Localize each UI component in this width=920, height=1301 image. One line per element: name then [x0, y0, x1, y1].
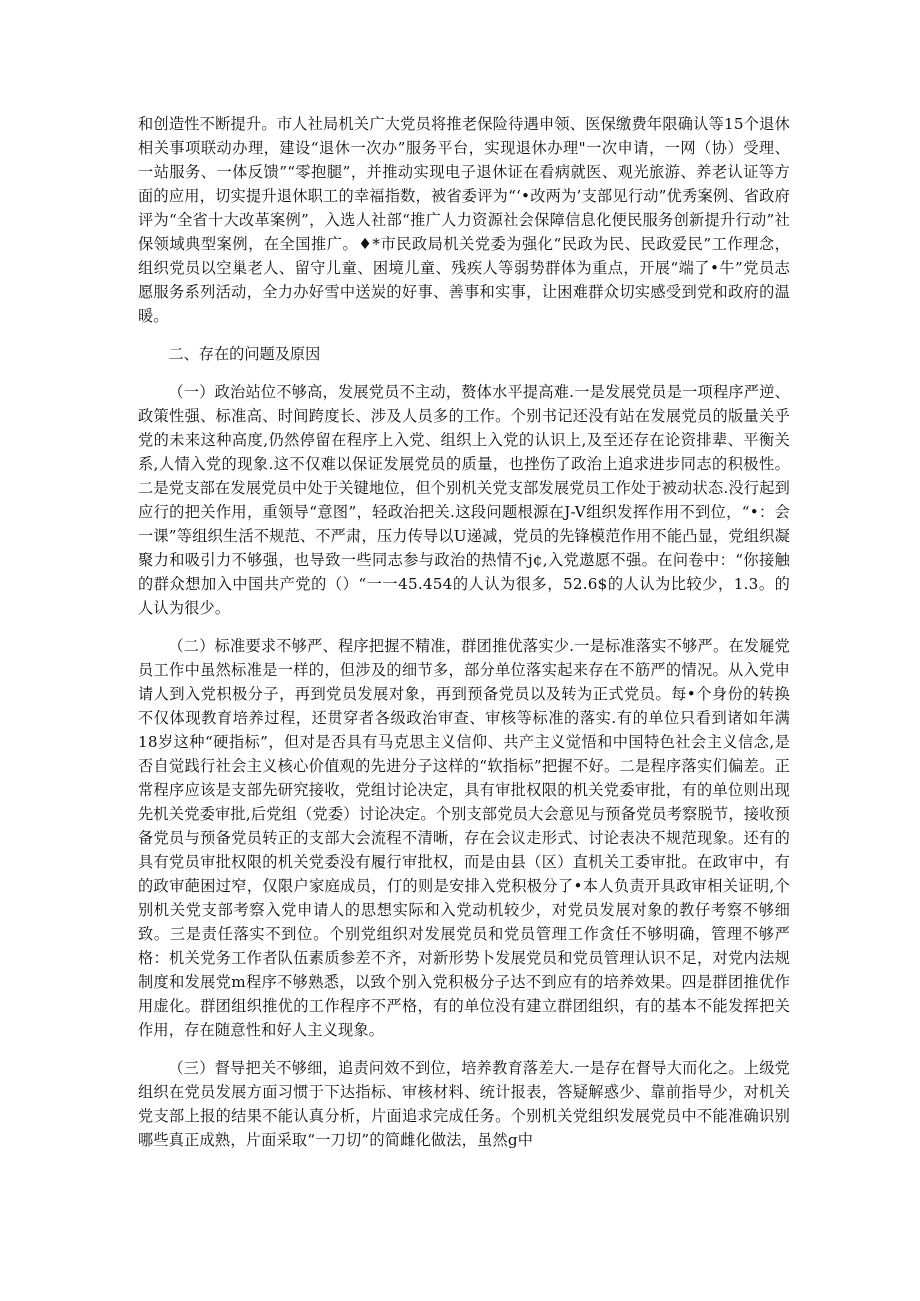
paragraph-supervision: （三）督导把关不够细，追责问效不到位，培养教育落差大.一是存在督导大而化之。上级党组织在党员发展方面习惯于下达指标、审核材料、统计报表，答疑解惑少、靠前指导少，对机关党支部上报的结果不能认真分析，片面追求完成任务。个别机关党组织发展党员中不能准确识别哪些真正成熟，片面采取“一刀切”的简雌化做法，虽然g中 [138, 1059, 790, 1149]
document-body [138, 112, 790, 1166]
paragraph-political-standing: （一）政治站位不够高，发展党员不主动，赘体水平提高难.一是发展党员是一项程序严逆、政策性强、标准高、时间跨度长、涉及人员多的工作。个别书记还没有站在发展党员的版量关乎党的未来这种高度,仍然停留在程序上入党、组织上入党的认识上,及至还存在论资排辈、平衡关系,人情入党的现象.这不仅难以保证发展党员的质量，也挫伤了政治上追求进步同志的积极性。二是党支部在发展党员中处于关键地位，但个别机关党支部发展党员工作处于被动状态.没行起到应行的把关作用，重领导“意图”，轻政治把关.这段问题根源在J-V组织发挥作用不到位，“•：会一课”等组织生活不规范、不严肃，压力传导以U递减，党员的先锋模范作用不能凸显，党组织凝聚力和吸引力不够强，也导致一些同志参与政治的热情不j¢,入党遨愿不强。在问卷中：“你接触的群众想加入中国共产党的（）“一一45.454的人认为很多，52.6$的人认为比较少，1.3。的人认为很少。 [138, 383, 790, 617]
paragraph-standards-procedures: （二）标准要求不够严、程序把握不精准，群团推优落实少.一是标准落实不够严。在发屣党员工作中虽然标准是一样的，但涉及的细节多，部分单位落实起来存在不筋严的情况。从入党申请人到入党枳极分子，再到党员发展对象，再到预备党员以及转为正式党员。每•个身份的转换不仅体现教育培养过程，还贯穿者各级政治审查、审核等标准的落实.有的单位只看到诸如年满18岁这种“硬指标”，但对是否具有马克思主义信仰、共产主义觉悟和中国特色社会主义信念,是否自觉践行社会主义核心价值观的先进分子这样的“软指标”把握不好。二是程序落实们偏差。正常程序应该是支部先研究接收，党组讨论决定，具有审批权限的机关党委审批，有的单位则出现先机关党委审批,后党组（党委）讨论决定。个别支部党员大会意见与预备党员考察脱节，接收预备党员与预备党员转正的支部大会流程不清晰，存在会议走形式、讨论表决不规范现象。还有的具有党员审批权限的机关党委没有履行审批权，而是由县（区）直机关工委审批。在政审中，有的政审葩困过窄，仅限户家庭成员，仃的则是安排入党积极分了•本人负责开具政审相关证明,个别机关党支部考察入党申请人的思想实际和入党动机较少，对党员发展对象的教仔考察不够细致。三是责任落实不到位。个别党组织对发展党员和党员管理工作贪任不够明确，管理不够严格：机关党务工作者队伍素质参差不齐，对新形势卜发展党员和党员管理认识不足，对党内法规制度和发展党m程序不够熟悉，以致个别入党积极分子达不到应有的培养效果。四是群团推优作用虚化。群团组织推优的工作程序不严格，有的单位没有建立群团组织，有的基本不能发挥把关作用，存在随意性和好人主义现象。 [138, 637, 790, 1039]
paragraph-intro-continuation: 和创造性不断提升。市人社局机关广大党员将推老保险待遇申领、医保缴费年限确认等15个退休相关事项联动办理，建设“退休一次办”服务平台，实现退休办理"一次申请，一网（协）受理、一站服务、一体反馈”“零抱腿”，并推动实现电子退休证在看病就医、观光旅游、养老认证等方面的应用，切实提升退休职工的幸福指数，被省委评为“‘•改两为’支部见行动”优秀案例、省政府评为“全省十大改革案例”，入选人社部“推广人力资源社会保障信息化便民服务创新提升行动”社保领域典型案例，在全国推广。♦*市民政局机关党委为强化“民政为民、民政爱民”工作理念，组织党员以空巢老人、留守儿童、困境儿童、残疾人等弱势群体为重点，开展“端了•牛”党员志愿服务系列活动，全力办好雪中送炭的好事、善事和实事，让困难群众切实感受到党和政府的温暖。 [138, 115, 790, 325]
section-heading-problems: 二、存在的问题及原因 [168, 345, 321, 363]
